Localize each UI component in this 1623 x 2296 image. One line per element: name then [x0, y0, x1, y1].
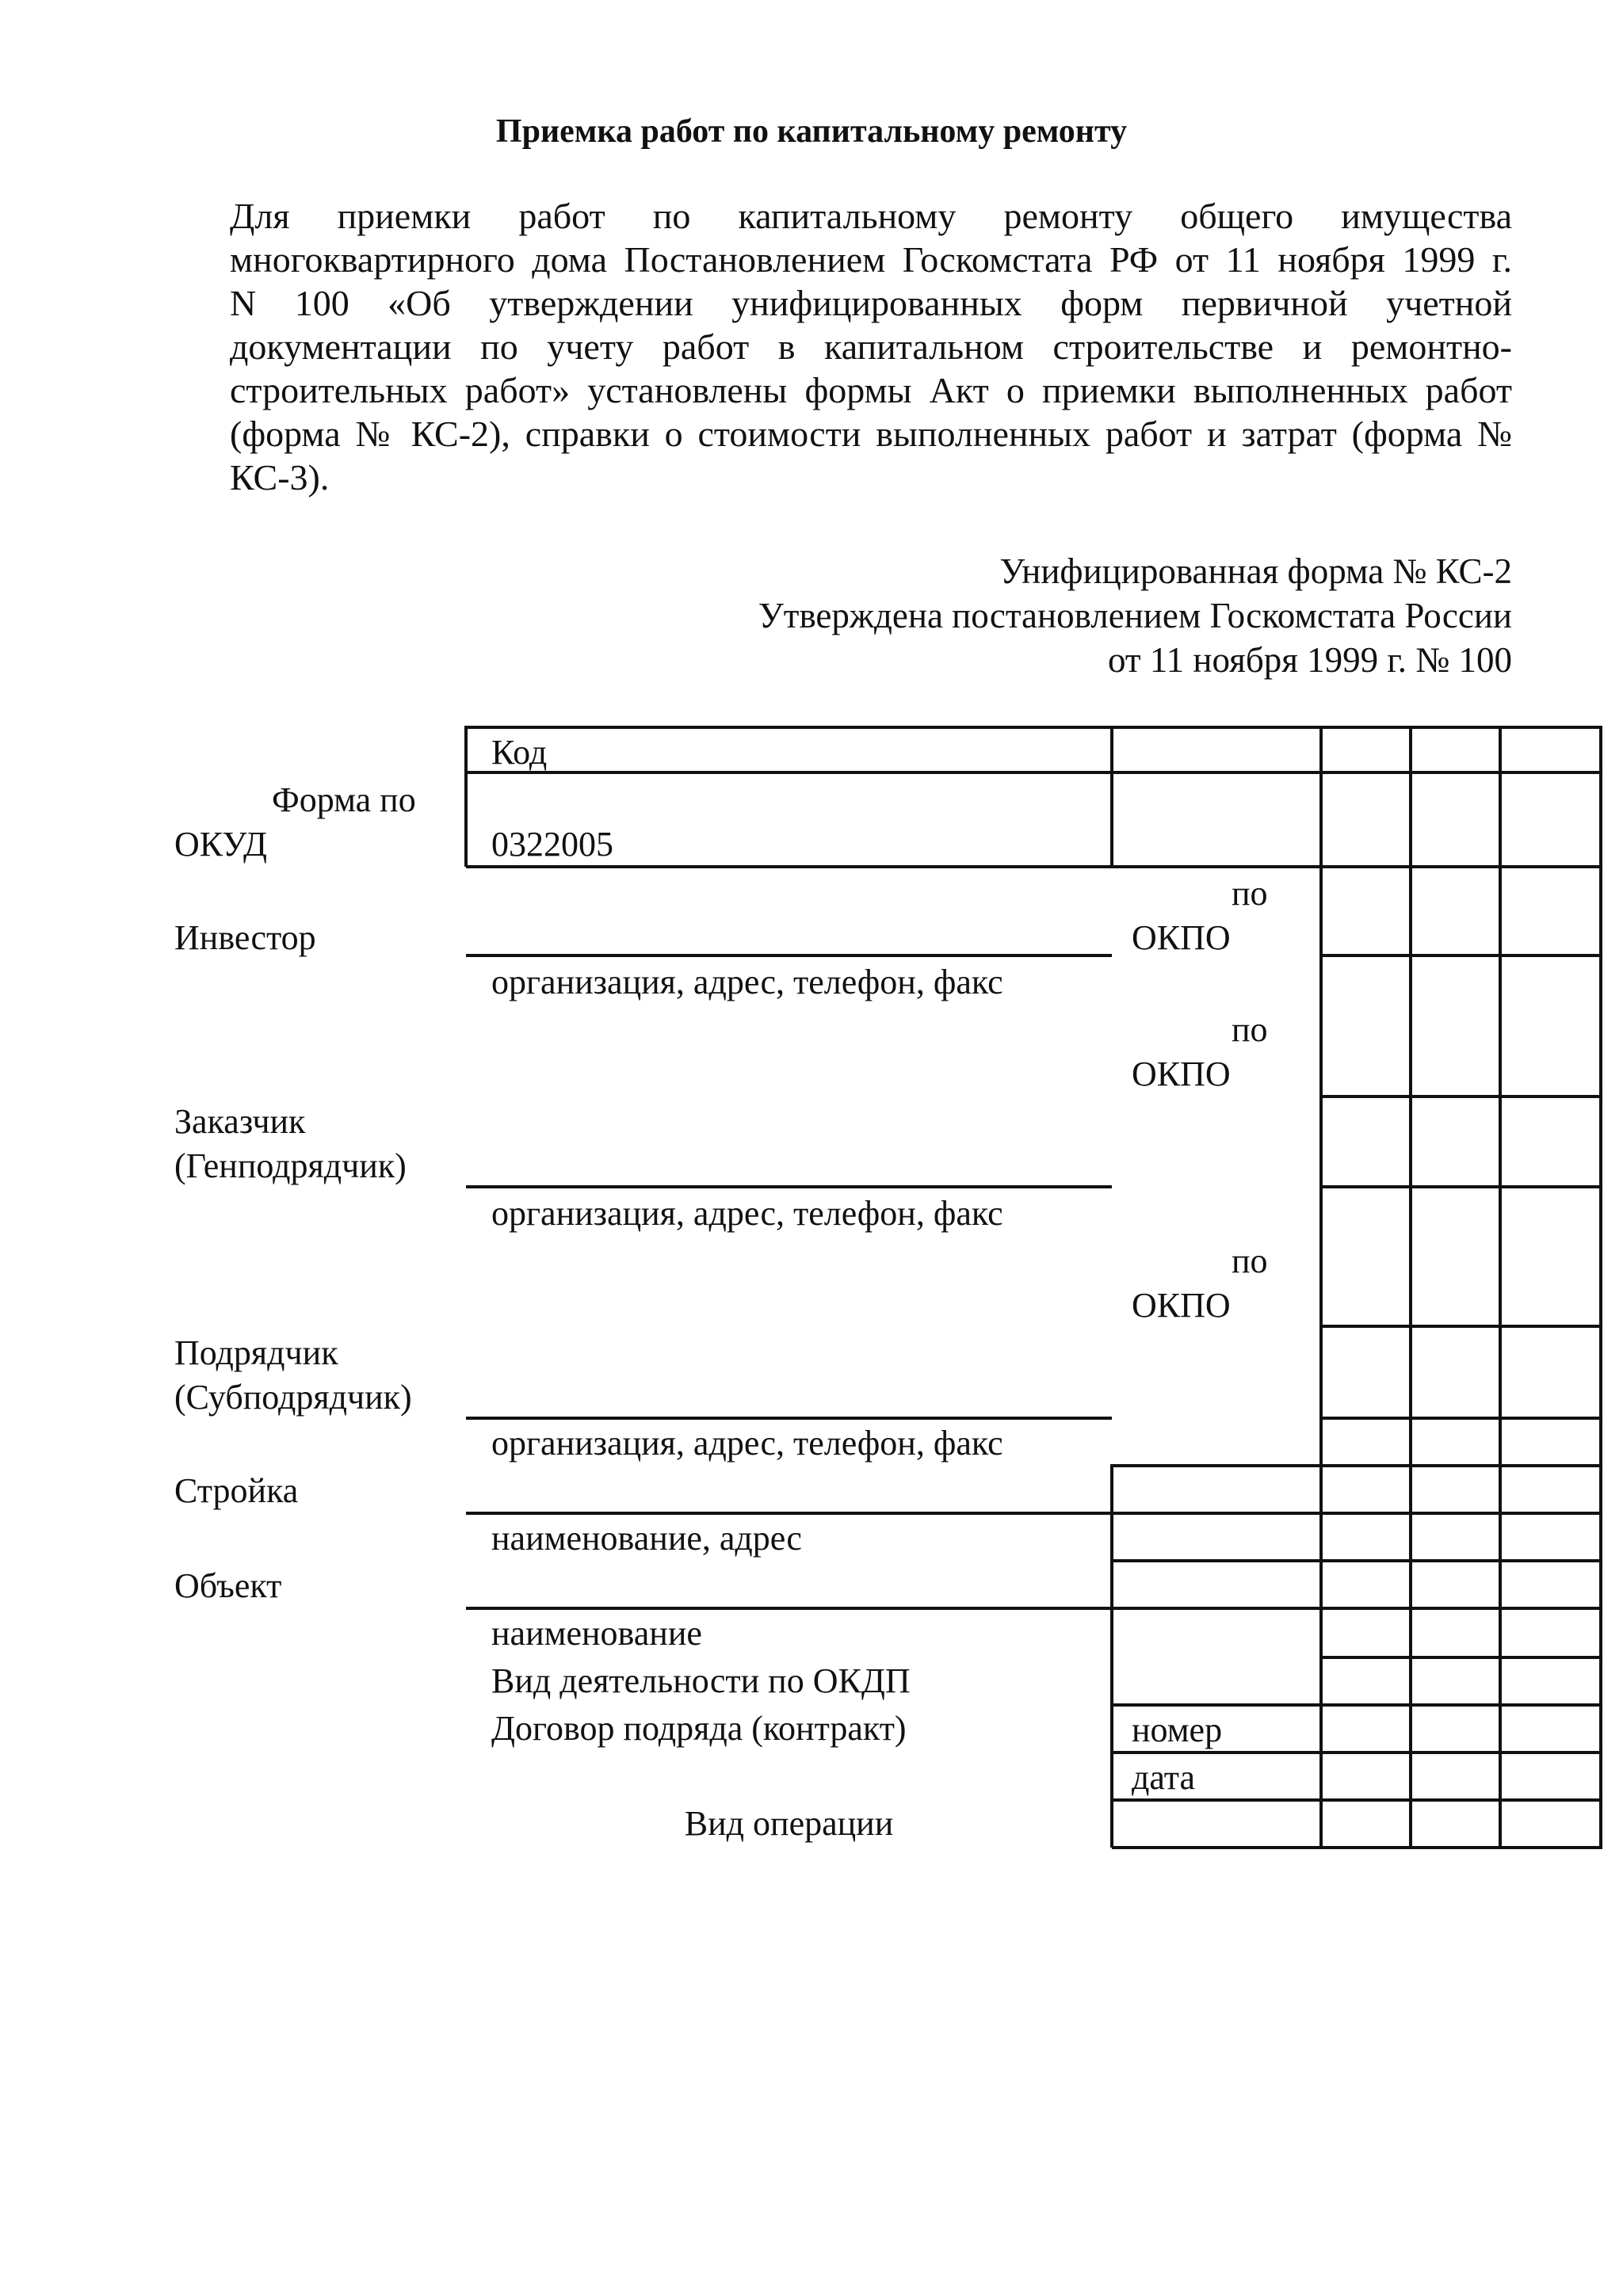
okud-code: 0322005: [491, 825, 613, 864]
po-label: по: [1232, 1010, 1268, 1049]
contractor-label-line2: (Субподрядчик): [174, 1378, 412, 1417]
okud-label-line1: Форма по: [272, 780, 416, 819]
intro-line: многоквартирного дома Постановлением Госкомстата РФ от 11 ноября 1999 г.: [230, 239, 1512, 280]
form-header-line3: от 11 ноября 1999 г. № 100: [1108, 640, 1512, 680]
investor-label: Инвестор: [174, 918, 316, 957]
intro-line: КС-3).: [230, 457, 330, 498]
intro-line: Для приемки работ по капитальному ремонту общего имущества: [230, 196, 1512, 236]
page-title: Приемка работ по капитальному ремонту: [495, 113, 1128, 150]
construction-label: Стройка: [174, 1471, 299, 1510]
okpo-label: ОКПО: [1132, 1055, 1231, 1093]
intro-line: (форма № КС-2), справки о стоимости выполненных работ и затрат (форма №: [230, 414, 1512, 454]
construction-hint: наименование, адрес: [491, 1519, 802, 1558]
intro-line: документации по учету работ в капитальном строительстве и ремонтно-: [230, 326, 1512, 367]
contract-date-label: дата: [1132, 1758, 1196, 1797]
okud-label-line2: ОКУД: [174, 825, 267, 864]
contractor-hint: организация, адрес, телефон, факс: [491, 1424, 1003, 1463]
okpo-label: ОКПО: [1132, 918, 1231, 957]
contract-number-label: номер: [1132, 1711, 1223, 1749]
operation-label: Вид операции: [684, 1804, 894, 1843]
form-header-line1: Унифицированная форма № КС-2: [999, 551, 1512, 591]
intro-line: строительных работ» установлены формы Акт о приемки выполненных работ: [230, 370, 1512, 410]
okpo-label: ОКПО: [1132, 1286, 1231, 1325]
contract-label: Договор подряда (контракт): [491, 1709, 907, 1748]
po-label: по: [1232, 1241, 1268, 1280]
intro-paragraph: [230, 194, 1512, 503]
investor-hint: организация, адрес, телефон, факс: [491, 963, 1003, 1001]
po-label: по: [1232, 874, 1268, 913]
object-label: Объект: [174, 1566, 282, 1605]
intro-line: N 100 «Об утверждении унифицированных форм первичной учетной: [230, 283, 1512, 323]
customer-label-line2: (Генподрядчик): [174, 1146, 407, 1185]
customer-hint: организация, адрес, телефон, факс: [491, 1194, 1003, 1233]
object-hint: наименование: [491, 1614, 702, 1653]
activity-label: Вид деятельности по ОКДП: [491, 1661, 911, 1700]
contractor-label-line1: Подрядчик: [174, 1333, 338, 1372]
customer-label-line1: Заказчик: [174, 1102, 306, 1141]
form-header-line2: Утверждена постановлением Госкомстата России: [758, 596, 1512, 635]
code-header: Код: [491, 733, 548, 772]
